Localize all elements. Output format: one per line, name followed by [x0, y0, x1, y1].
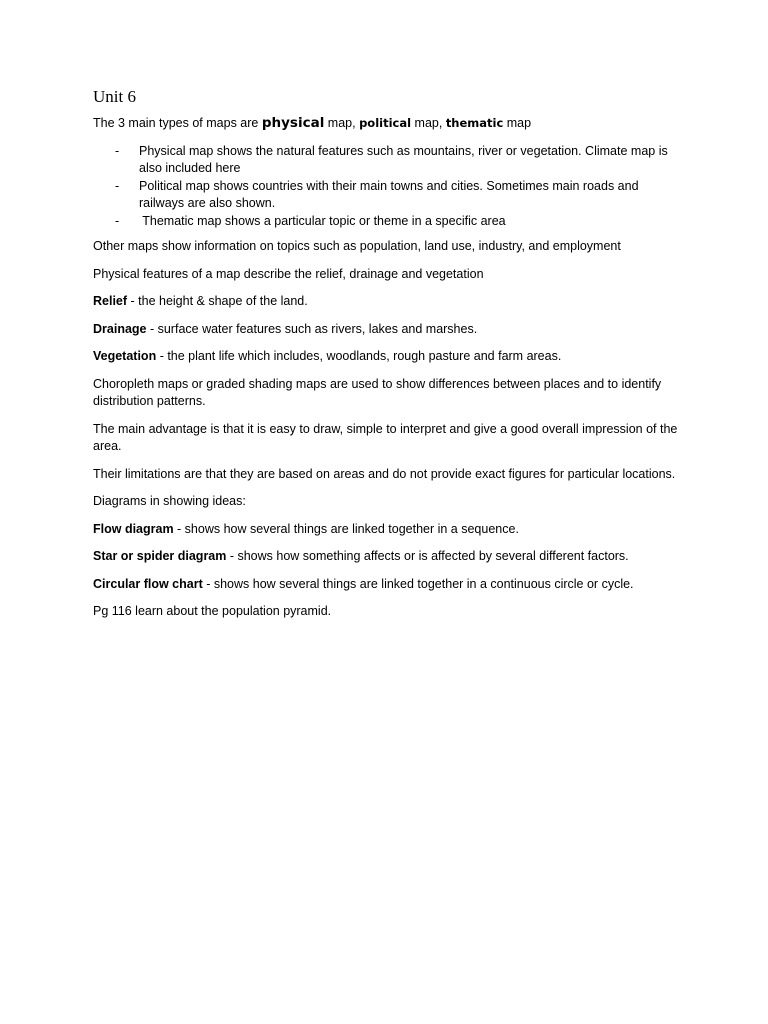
star-diagram-text: - shows how something affects or is affected by several different factors. — [226, 549, 629, 563]
unit-title: Unit 6 — [93, 87, 136, 106]
intro-prefix: The 3 main types of maps are — [93, 116, 262, 130]
keyword-political: political — [359, 116, 412, 130]
term-circular-flow-chart: Circular flow chart — [93, 576, 203, 591]
keyword-physical: physical — [261, 115, 325, 131]
limitations-paragraph: Their limitations are that they are based on areas and do not provide exact figures for particular locations. — [93, 466, 676, 481]
bullet-text: Political map shows countries with their main towns and cities. Sometimes main roads and railways are also shown. — [139, 178, 639, 210]
list-item-thematic-map — [93, 213, 683, 231]
flow-diagram-definition — [93, 521, 683, 539]
other-maps-paragraph: Other maps show information on topics such as population, land use, industry, and employment — [93, 239, 621, 253]
choropleth-paragraph: Choropleth maps or graded shading maps are used to show differences between places and to identify distribution patterns. — [93, 376, 662, 408]
keyword-thematic: thematic — [445, 116, 504, 130]
map-types-list — [93, 143, 683, 231]
intro-suffix: map — [503, 116, 532, 130]
physical-features-paragraph: Physical features of a map describe the relief, drainage and vegetation — [93, 266, 484, 281]
page-reference-note: Pg 116 learn about the population pyramid. — [93, 604, 332, 618]
term-relief: Relief — [93, 294, 128, 308]
bullet-dash: - — [115, 213, 120, 228]
intro-sep-1: map, — [324, 116, 360, 130]
bullet-dash: - — [115, 178, 120, 193]
document-page — [93, 86, 683, 631]
bullet-text: Thematic map shows a particular topic or theme in a specific area — [139, 213, 506, 228]
term-drainage: Drainage — [93, 321, 147, 336]
term-flow-diagram: Flow diagram — [93, 521, 174, 536]
drainage-definition — [93, 321, 683, 339]
intro-sep-2: map, — [411, 116, 446, 130]
vegetation-text: - the plant life which includes, woodlands, rough pasture and farm areas. — [156, 349, 562, 363]
vegetation-definition — [93, 348, 683, 366]
circular-flow-definition — [93, 576, 683, 594]
bullet-dash: - — [115, 143, 120, 158]
drainage-text: - surface water features such as rivers, lakes and marshes. — [146, 321, 478, 336]
flow-diagram-text: - shows how several things are linked together in a sequence. — [173, 521, 519, 536]
bullet-text: Physical map shows the natural features such as mountains, river or vegetation. Climate map is also included here — [139, 143, 668, 175]
intro-paragraph — [93, 115, 683, 133]
list-item-physical-map — [93, 143, 683, 178]
star-diagram-definition — [93, 548, 683, 566]
diagrams-heading: Diagrams in showing ideas: — [93, 494, 246, 508]
relief-definition — [93, 293, 683, 311]
relief-text: - the height & shape of the land. — [127, 294, 308, 308]
term-vegetation: Vegetation — [93, 349, 157, 363]
circular-flow-text: - shows how several things are linked together in a continuous circle or cycle. — [202, 576, 634, 591]
list-item-political-map — [93, 178, 683, 213]
term-star-diagram: Star or spider diagram — [93, 549, 227, 563]
advantage-paragraph: The main advantage is that it is easy to draw, simple to interpret and give a good overall impression of the area. — [93, 421, 678, 453]
